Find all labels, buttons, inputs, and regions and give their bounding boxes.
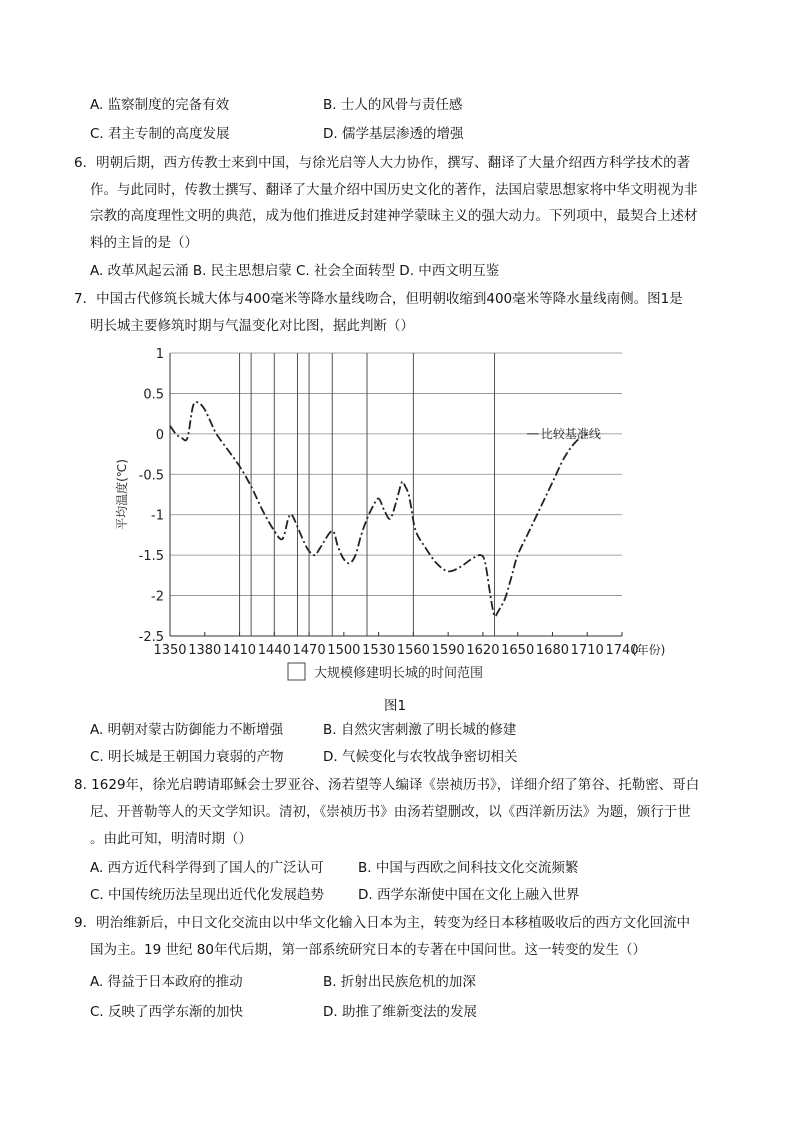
x-tick-label: 1470 [292, 643, 326, 658]
x-tick-label: 1500 [327, 643, 361, 658]
x-tick-label: 1560 [396, 643, 430, 658]
q5-option-d: D. 儒学基层渗透的增强 [323, 126, 464, 142]
chart-grid [170, 353, 622, 636]
q6-text-line-2: 作。与此同时，传教士撰写、翻译了大量介绍中国历史文化的著作，法国启蒙思想家将中华文明视为非 [90, 182, 698, 198]
baseline-label: 比较基准线 [540, 426, 601, 441]
x-tick-labels [153, 643, 638, 658]
legend-swatch [288, 663, 305, 680]
q7-option-a: A. 明朝对蒙古防御能力不断增强 [90, 722, 284, 738]
q9-option-c: C. 反映了西学东渐的加快 [90, 1004, 244, 1020]
figure-caption: 图1 [384, 698, 407, 714]
y-tick-label: -0.5 [138, 468, 164, 484]
q9-option-a: A. 得益于日本政府的推动 [90, 974, 243, 990]
y-tick-label: -2.5 [138, 630, 164, 645]
y-tick-label: -1 [151, 508, 164, 524]
q9-text-line-2: 国为主。19 世纪 80年代后期，第一部系统研究日本的专著在中国问世。这一转变的发生（） [90, 942, 646, 958]
q8-option-d: D. 西学东渐使中国在文化上融入世界 [358, 887, 580, 903]
y-tick-label: 0 [155, 427, 164, 443]
q8-text-line-3: 。由此可知，明清时期（） [90, 831, 252, 847]
q8-text-line-2: 尼、开普勒等人的天文学知识。清初，《崇祯历书》由汤若望删改，以《西洋新历法》为题，颁行于世 [90, 804, 691, 820]
chart-axes [170, 353, 622, 636]
y-tick-label: -1.5 [138, 549, 164, 565]
q5-option-b: B. 士人的风骨与责任感 [323, 97, 463, 113]
q6-text-line-1: 6．明朝后期，西方传教士来到中国，与徐光启等人大力协作，撰写、翻译了大量介绍西方科学技术的著 [74, 155, 691, 171]
x-axis-unit-label: (年份) [632, 643, 666, 657]
y-tick-label: -2 [151, 589, 164, 605]
q7-option-b: B. 自然灾害刺激了明长城的修建 [323, 722, 517, 738]
q6-options: A. 改革风起云涌 B. 民主思想启蒙 C. 社会全面转型 D. 中西文明互鉴 [90, 263, 500, 279]
x-tick-label: 1710 [570, 643, 604, 658]
q5-option-c: C. 君主专制的高度发展 [90, 126, 230, 142]
x-tick-label: 1740 [605, 643, 639, 658]
temperature-chart [110, 340, 670, 685]
y-axis-label: 平均温度(℃) [115, 459, 129, 530]
q5-option-a: A. 监察制度的完备有效 [90, 97, 230, 113]
x-tick-label: 1350 [153, 643, 187, 658]
q8-option-c: C. 中国传统历法呈现出近代化发展趋势 [90, 887, 325, 903]
q6-text-line-4: 料的主旨的是（） [90, 235, 198, 251]
q7-option-d: D. 气候变化与农牧战争密切相关 [323, 749, 518, 765]
x-tick-label: 1620 [466, 643, 500, 658]
y-tick-label: 0.5 [143, 387, 164, 403]
q7-text-line-1: 7．中国古代修筑长城大体与400毫米等降水量线吻合，但明朝收缩到400毫米等降水量线南侧。图1是 [74, 291, 683, 307]
x-tick-label: 1680 [535, 643, 570, 658]
q9-option-b: B. 折射出民族危机的加深 [323, 974, 476, 990]
q8-option-b: B. 中国与西欧之间科技文化交流频繁 [358, 860, 579, 876]
q8-option-a: A. 西方近代科学得到了国人的广泛认可 [90, 860, 324, 876]
y-tick-label: 1 [155, 347, 164, 362]
legend-label: 大规模修建明长城的时间范围 [314, 666, 484, 681]
x-tick-label: 1590 [431, 643, 465, 658]
q8-text-line-1: 8. 1629年，徐光启聘请耶稣会士罗亚谷、汤若望等人编译《崇祯历书》，详细介绍了第谷、托勒密、哥白 [74, 777, 700, 793]
x-tick-label: 1650 [501, 643, 535, 658]
q9-option-d: D. 助推了维新变法的发展 [323, 1004, 477, 1020]
x-tick-label: 1530 [362, 643, 396, 658]
q7-option-c: C. 明长城是王朝国力衰弱的产物 [90, 749, 284, 765]
q9-text-line-1: 9．明治维新后，中日文化交流由以中华文化输入日本为主，转变为经日本移植吸收后的西方文化回流中 [74, 915, 691, 931]
q6-text-line-3: 宗教的高度理性文明的典范，成为他们推进反封建神学蒙昧主义的强大动力。下列项中，最契合上述材 [90, 208, 698, 224]
x-tick-label: 1440 [257, 643, 291, 658]
q7-text-line-2: 明长城主要修筑时期与气温变化对比图，据此判断（） [90, 318, 414, 334]
x-tick-label: 1410 [222, 643, 257, 658]
x-tick-label: 1380 [188, 643, 222, 658]
y-tick-labels [139, 347, 164, 645]
construction-period-lines [240, 353, 495, 636]
